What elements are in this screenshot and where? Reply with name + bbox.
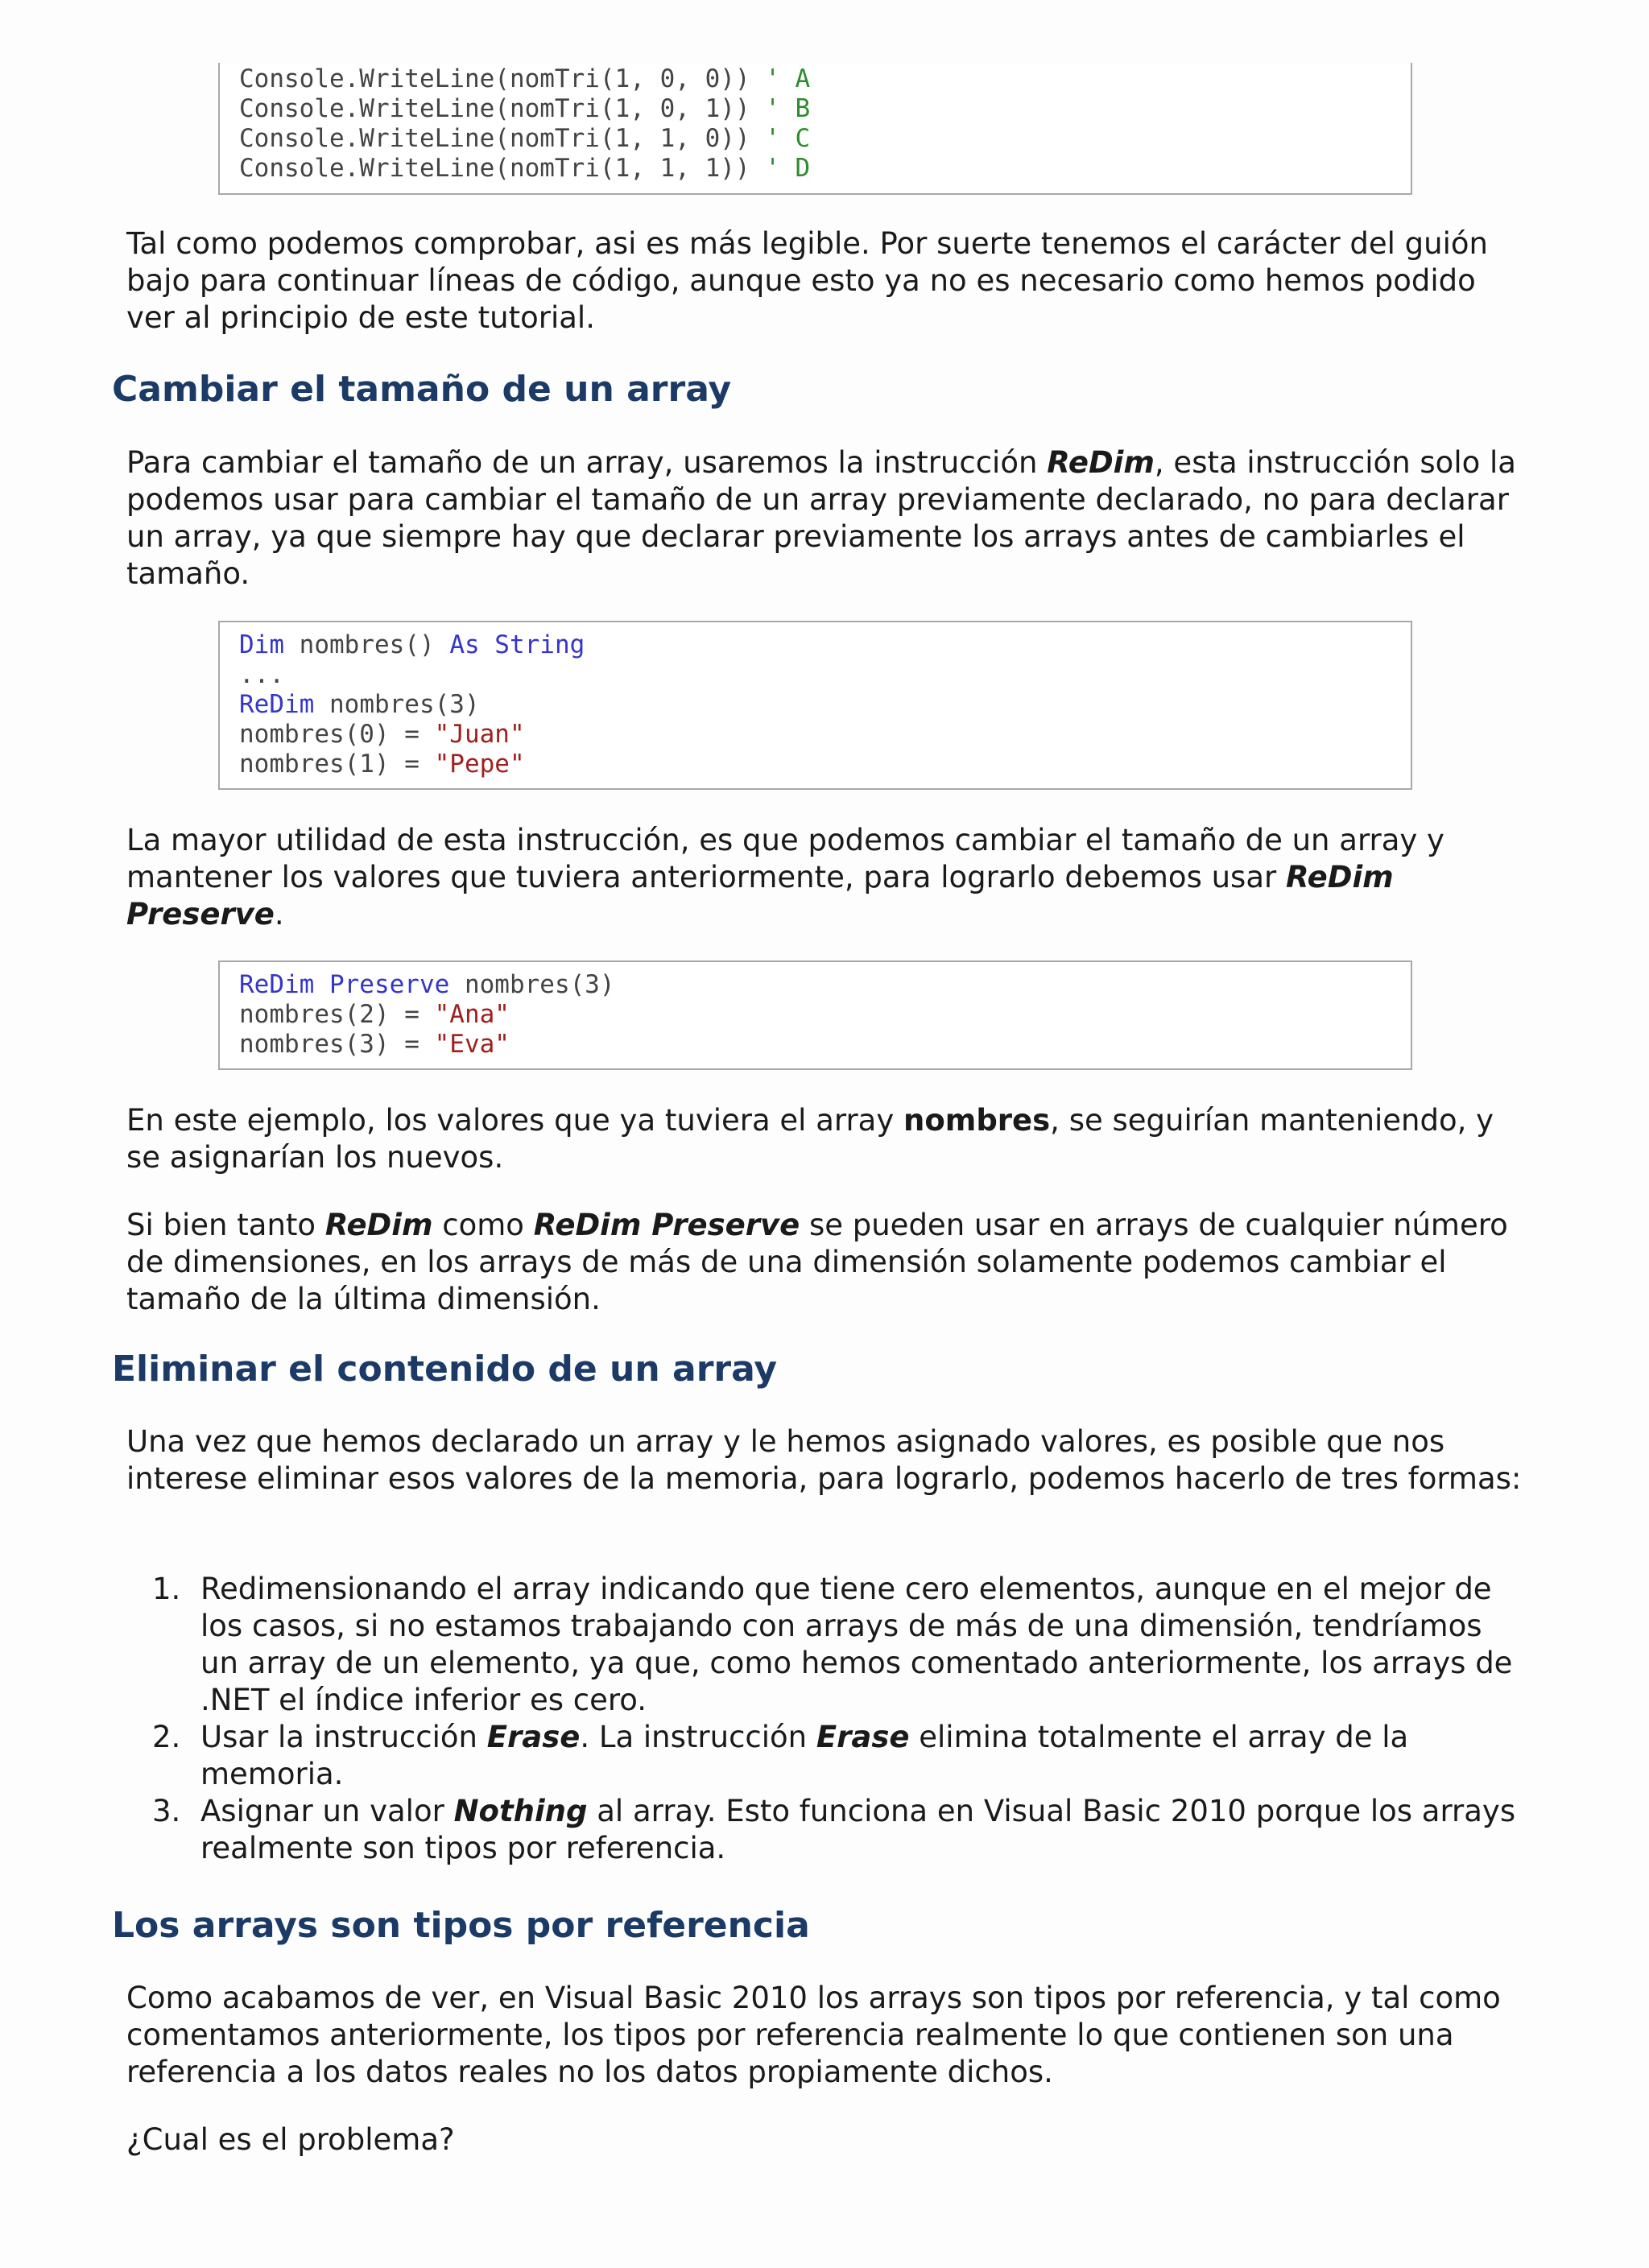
code-line: ReDim Preserve nombres(3)	[239, 970, 615, 999]
list-item: 2. Usar la instrucción Erase. La instrucción Erase elimina totalmente el array de la memoria.	[152, 1720, 1409, 1791]
code-line: Console.WriteLine(nomTri(1, 1, 0)) ' C	[239, 124, 811, 153]
keyword-redim: ReDim	[1047, 445, 1155, 480]
heading-tipos-referencia: Los arrays son tipos por referencia	[112, 1905, 810, 1946]
code-block-redim-preserve	[218, 960, 1412, 1070]
code-line: nombres(1) = "Pepe"	[239, 750, 525, 779]
keyword-erase: Erase	[816, 1720, 910, 1754]
code-line: Dim nombres() As String	[239, 630, 585, 659]
paragraph-legibility: Tal como podemos comprobar, asi es más legible. Por suerte tenemos el carácter del guión bajo para continuar líneas de código, aunque esto ya no es necesario como hemos podido ver al principio de este tutorial.	[126, 226, 1488, 335]
paragraph-dimensions: Si bien tanto ReDim como ReDim Preserve se pueden usar en arrays de cualquier número de dimensiones, en los arrays de más de una dimensión solamente podemos cambiar el tamaño de la última dimensión.	[126, 1208, 1508, 1316]
paragraph-redim-intro: Para cambiar el tamaño de un array, usaremos la instrucción ReDim, esta instrucción solo la podemos usar para cambiar el tamaño de un array previamente declarado, no para declarar un array, ya que siempre hay que declarar previamente los arrays antes de cambiarles el tamaño.	[126, 445, 1516, 591]
code-line: Console.WriteLine(nomTri(1, 0, 0)) ' A	[239, 64, 811, 93]
code-line: ...	[239, 660, 284, 689]
paragraph-example-nombres: En este ejemplo, los valores que ya tuviera el array nombres, se seguirían manteniendo, y se asignarían los nuevos.	[126, 1103, 1494, 1175]
heading-eliminar-contenido: Eliminar el contenido de un array	[112, 1349, 778, 1390]
code-block-redim	[218, 621, 1412, 790]
keyword-nombres: nombres	[903, 1103, 1051, 1138]
code-line: Console.WriteLine(nomTri(1, 1, 1)) ' D	[239, 154, 811, 183]
code-line: nombres(3) = "Eva"	[239, 1030, 510, 1059]
keyword-nothing: Nothing	[453, 1794, 588, 1828]
list-item: 1. Redimensionando el array indicando que tiene cero elementos, aunque en el mejor de los casos, si no estamos trabajando con arrays de más de una dimensión, tendríamos un array de un elemento, ya que, como hemos comentado anteriormente, los arrays de .NET el índice inferior es cero.	[152, 1572, 1513, 1717]
paragraph-problema: ¿Cual es el problema?	[126, 2122, 455, 2157]
code-comment: ' C	[765, 124, 811, 153]
code-comment: ' D	[765, 154, 811, 183]
keyword-redim: ReDim	[324, 1208, 433, 1242]
paragraph-eliminar-intro: Una vez que hemos declarado un array y le hemos asignado valores, es posible que nos interese eliminar esos valores de la memoria, para lograrlo, podemos hacerlo de tres formas:	[126, 1424, 1522, 1496]
paragraph-redim-preserve: La mayor utilidad de esta instrucción, es que podemos cambiar el tamaño de un array y mantener los valores que tuviera anteriormente, para lograrlo debemos usar ReDim Preserve.	[126, 823, 1444, 932]
code-comment: ' A	[765, 64, 811, 93]
heading-cambiar-tamano: Cambiar el tamaño de un array	[112, 369, 732, 410]
code-line: ReDim nombres(3)	[239, 690, 480, 719]
code-line: nombres(0) = "Juan"	[239, 720, 525, 749]
code-line: nombres(2) = "Ana"	[239, 1000, 510, 1029]
keyword-redim-preserve: ReDim Preserve	[533, 1208, 800, 1242]
paragraph-tipos-referencia: Como acabamos de ver, en Visual Basic 2010 los arrays son tipos por referencia, y tal como comentamos anteriormente, los tipos por referencia realmente lo que contienen son una referencia a los datos reales no los datos propiamente dichos.	[126, 1981, 1501, 2089]
keyword-redim-preserve: ReDim Preserve	[126, 860, 1394, 932]
numbered-list	[126, 1571, 1527, 1867]
keyword-erase: Erase	[486, 1720, 581, 1754]
code-line: Console.WriteLine(nomTri(1, 0, 1)) ' B	[239, 94, 811, 123]
code-comment: ' B	[765, 94, 811, 123]
code-block-nomtri	[218, 63, 1412, 195]
list-item: 3. Asignar un valor Nothing al array. Esto funciona en Visual Basic 2010 porque los arrays realmente son tipos por referencia.	[152, 1794, 1516, 1865]
